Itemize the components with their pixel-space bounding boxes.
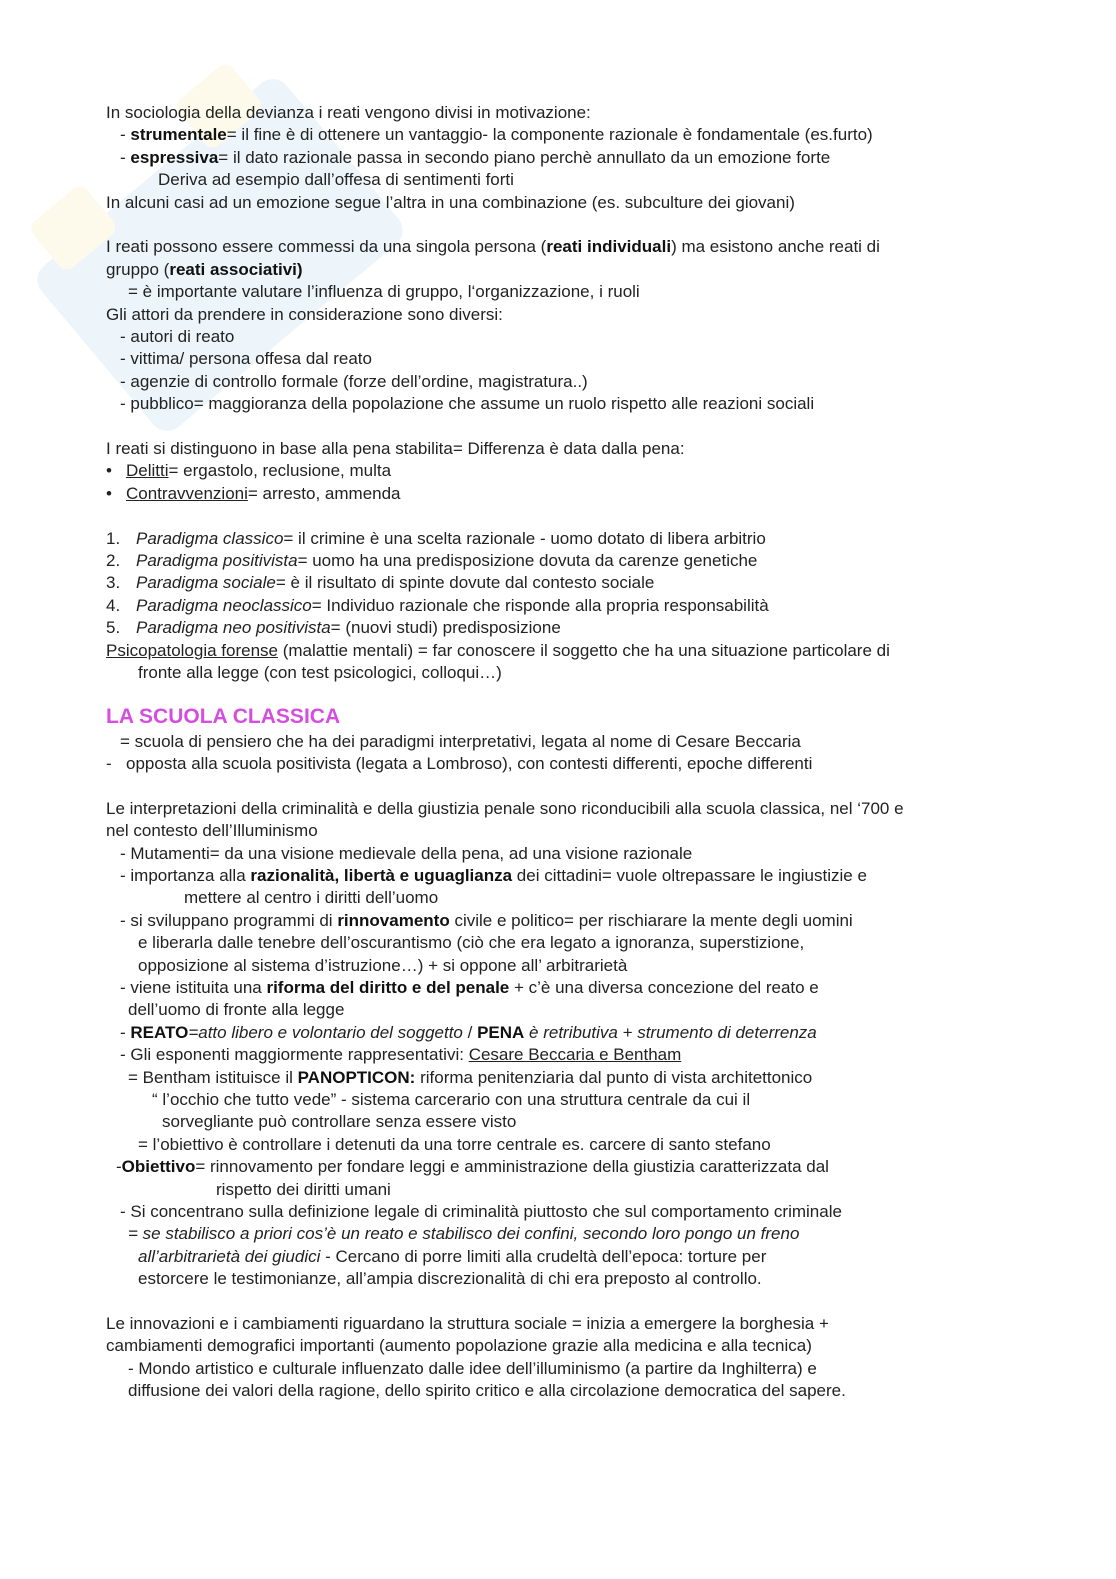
text-span: = il crimine è una scelta razionale - uomo dotato di libera arbitrio bbox=[283, 528, 766, 548]
list-item bbox=[106, 753, 1006, 775]
underlined-term: Contravvenzioni bbox=[126, 483, 248, 503]
list-item bbox=[106, 977, 1006, 999]
text-line: Le interpretazioni della criminalità e della giustizia penale sono riconducibili alla scuola classica, nel ‘700 e bbox=[106, 798, 904, 818]
list-item: - agenzie di controllo formale (forze dell’ordine, magistratura..) bbox=[120, 371, 588, 391]
text-span: = ergastolo, reclusione, multa bbox=[168, 461, 392, 481]
text-span: = Bentham istituisce il bbox=[128, 1067, 298, 1087]
list-item bbox=[106, 910, 1006, 932]
bullet-icon: • bbox=[106, 461, 112, 481]
text-span: I reati possono essere commessi da una singola persona ( bbox=[106, 237, 547, 257]
text-line: = è importante valutare l’influenza di gruppo, l‘organizzazione, i ruoli bbox=[128, 282, 640, 302]
list-item bbox=[106, 460, 1006, 482]
text-line bbox=[106, 1246, 1006, 1268]
text-span: = uomo ha una predisposizione dovuta da carenze genetiche bbox=[297, 551, 758, 571]
italic-term: è retributiva + strumento di deterrenza bbox=[524, 1022, 817, 1042]
list-item: - autori di reato bbox=[120, 327, 235, 347]
italic-term: Paradigma sociale bbox=[136, 573, 276, 593]
text-line: fronte alla legge (con test psicologici, colloqui…) bbox=[138, 663, 502, 683]
text-span: = è il risultato di spinte dovute dal contesto sociale bbox=[275, 573, 655, 593]
text-line bbox=[106, 1223, 1006, 1245]
text-span: riforma penitenziaria dal punto di vista architettonico bbox=[415, 1067, 813, 1087]
text-span: - viene istituita una bbox=[120, 977, 267, 997]
text-line: “ l’occhio che tutto vede” - sistema carcerario con una struttura centrale da cui il bbox=[152, 1090, 751, 1109]
text-line: I reati si distinguono in base alla pena stabilita= Differenza è data dalla pena: bbox=[106, 439, 685, 459]
italic-term: Paradigma neo positivista bbox=[136, 618, 331, 638]
text-line bbox=[106, 640, 1006, 662]
text-span: - si sviluppano programmi di bbox=[120, 910, 338, 930]
bold-term: razionalità, libertà e uguaglianza bbox=[250, 865, 513, 885]
text-span: gruppo ( bbox=[106, 259, 170, 279]
text-line: mettere al centro i diritti dell’uomo bbox=[184, 888, 439, 908]
text-span: = Individuo razionale che risponde alla propria responsabilità bbox=[311, 595, 769, 615]
bold-term: riforma del diritto e del penale bbox=[266, 977, 510, 997]
text-line bbox=[106, 236, 1006, 258]
text-line: Deriva ad esempio dall’offesa di sentimenti forti bbox=[158, 170, 514, 190]
text-line: Gli attori da prendere in considerazione sono diversi: bbox=[106, 304, 503, 324]
text-span: opposta alla scuola positivista (legata a Lombroso), con contesti differenti, epoche differenti bbox=[126, 753, 813, 773]
text-line: = l’obiettivo è controllare i detenuti da una torre centrale es. carcere di santo stefano bbox=[138, 1134, 771, 1154]
text-span: / bbox=[462, 1022, 478, 1042]
list-number: 5. bbox=[106, 618, 121, 638]
bold-term: REATO bbox=[130, 1022, 189, 1042]
text-span: - importanza alla bbox=[120, 865, 251, 885]
bold-term: espressiva bbox=[130, 147, 219, 167]
bold-term: strumentale bbox=[130, 125, 227, 145]
bold-term: Obiettivo bbox=[121, 1157, 196, 1177]
text-line: = scuola di pensiero che ha dei paradigmi interpretativi, legata al nome di Cesare Beccaria bbox=[120, 731, 801, 751]
text-line: nel contesto dell’Illuminismo bbox=[106, 821, 318, 841]
list-item: - Mondo artistico e culturale influenzato dalle idee dell’illuminismo (a partire da Inghilterra) e bbox=[128, 1358, 817, 1378]
text-line: opposizione al sistema d’istruzione…) + si oppone all’ arbitrarietà bbox=[138, 955, 628, 975]
italic-term: =atto libero e volontario del soggetto bbox=[188, 1022, 463, 1042]
text-span: = arresto, ammenda bbox=[247, 483, 401, 503]
section-heading: LA SCUOLA CLASSICA bbox=[106, 704, 341, 728]
list-item: - strumentale= il fine è di ottenere un vantaggio- la componente razionale è fondamentale (es.furto) bbox=[120, 125, 873, 145]
text-line: sorvegliante può controllare senza essere visto bbox=[162, 1112, 517, 1132]
text-line: In alcuni casi ad un emozione segue l’altra in una combinazione (es. subculture dei giovani) bbox=[106, 192, 795, 212]
text-span: = il dato razionale passa in secondo piano perchè annullato da un emozione forte bbox=[218, 147, 831, 167]
underlined-term: Psicopatologia forense bbox=[106, 640, 279, 660]
list-item bbox=[106, 528, 1006, 550]
text-line: In sociologia della devianza i reati vengono divisi in motivazione: bbox=[106, 103, 591, 122]
italic-term: Paradigma classico bbox=[136, 528, 284, 548]
text-line: Le innovazioni e i cambiamenti riguardano la struttura sociale = inizia a emergere la borghesia + bbox=[106, 1314, 829, 1334]
list-item: - vittima/ persona offesa dal reato bbox=[120, 349, 372, 369]
text-line: estorcere le testimonianze, all’ampia discrezionalità di chi era preposto al controllo. bbox=[138, 1269, 762, 1289]
list-item bbox=[106, 1156, 1006, 1178]
text-span: = (nuovi studi) predisposizione bbox=[330, 618, 561, 638]
bold-term: reati individuali bbox=[546, 237, 672, 257]
text-span: (malattie mentali) = far conoscere il soggetto che ha una situazione particolare di bbox=[278, 640, 890, 660]
list-item bbox=[106, 572, 1006, 594]
text-span: = il fine è di ottenere un vantaggio- la componente razionale è fondamentale (es.furto) bbox=[226, 125, 873, 145]
italic-term: all’arbitrarietà dei giudici bbox=[138, 1246, 321, 1266]
text-span: dei cittadini= vuole oltrepassare le ingiustizie e bbox=[512, 865, 867, 885]
text-span: - bbox=[120, 1022, 131, 1042]
bold-term: PENA bbox=[477, 1022, 525, 1042]
text-span: ) ma esistono anche reati di bbox=[671, 237, 880, 257]
text-span: - bbox=[116, 1157, 122, 1177]
list-item bbox=[106, 617, 1006, 639]
text-line: dell’uomo di fronte alla legge bbox=[128, 1000, 345, 1020]
text-line bbox=[106, 259, 1006, 281]
list-item: - espressiva= il dato razionale passa in secondo piano perchè annullato da un emozione forte bbox=[120, 147, 831, 167]
bold-term: rinnovamento bbox=[337, 910, 450, 930]
list-item: - Mutamenti= da una visione medievale della pena, ad una visione razionale bbox=[120, 843, 693, 863]
text-span: civile e politico= per rischiarare la mente degli uomini bbox=[449, 910, 853, 930]
dash-marker: - bbox=[106, 753, 112, 773]
document-content bbox=[106, 102, 1006, 1403]
list-item: - Si concentrano sulla definizione legale di criminalità piuttosto che sul comportamento criminale bbox=[120, 1202, 842, 1222]
text-line bbox=[106, 1067, 1006, 1089]
list-item bbox=[106, 550, 1006, 572]
underlined-term: Cesare Beccaria e Bentham bbox=[468, 1045, 682, 1065]
list-number: 2. bbox=[106, 551, 121, 571]
text-span: + c’è una diversa concezione del reato e bbox=[509, 977, 819, 997]
list-number: 1. bbox=[106, 528, 121, 548]
list-number: 4. bbox=[106, 595, 121, 615]
text-span: - Gli esponenti maggiormente rappresentativi: bbox=[120, 1045, 469, 1065]
list-item bbox=[106, 1044, 1006, 1066]
text-line: diffusione dei valori della ragione, dello spirito critico e alla circolazione democratica del sapere. bbox=[128, 1381, 846, 1401]
italic-term: Paradigma positivista bbox=[136, 551, 298, 571]
underlined-term: Delitti bbox=[126, 461, 169, 481]
list-item bbox=[106, 1022, 1006, 1044]
list-item bbox=[106, 483, 1006, 505]
bold-term: PANOPTICON: bbox=[297, 1067, 416, 1087]
italic-term: Paradigma neoclassico bbox=[136, 595, 312, 615]
bullet-icon: • bbox=[106, 483, 112, 503]
text-span: - Cercano di porre limiti alla crudeltà dell’epoca: torture per bbox=[320, 1246, 767, 1266]
list-item bbox=[106, 865, 1006, 887]
text-line: rispetto dei diritti umani bbox=[216, 1179, 391, 1199]
bold-term: reati associativi) bbox=[169, 259, 303, 279]
list-number: 3. bbox=[106, 573, 121, 593]
text-line: e liberarla dalle tenebre dell’oscurantismo (ciò che era legato a ignoranza, superstizione, bbox=[138, 933, 805, 953]
text-span: = rinnovamento per fondare leggi e amministrazione della giustizia caratterizzata dal bbox=[195, 1157, 829, 1177]
list-item bbox=[106, 595, 1006, 617]
list-item: - pubblico= maggioranza della popolazione che assume un ruolo rispetto alle reazioni sociali bbox=[120, 394, 815, 414]
italic-term: = se stabilisco a priori cos’è un reato e stabilisco dei confini, secondo loro pongo un freno bbox=[128, 1224, 800, 1244]
text-line: cambiamenti demografici importanti (aumento popolazione grazie alla medicina e alla tecnica) bbox=[106, 1336, 812, 1356]
